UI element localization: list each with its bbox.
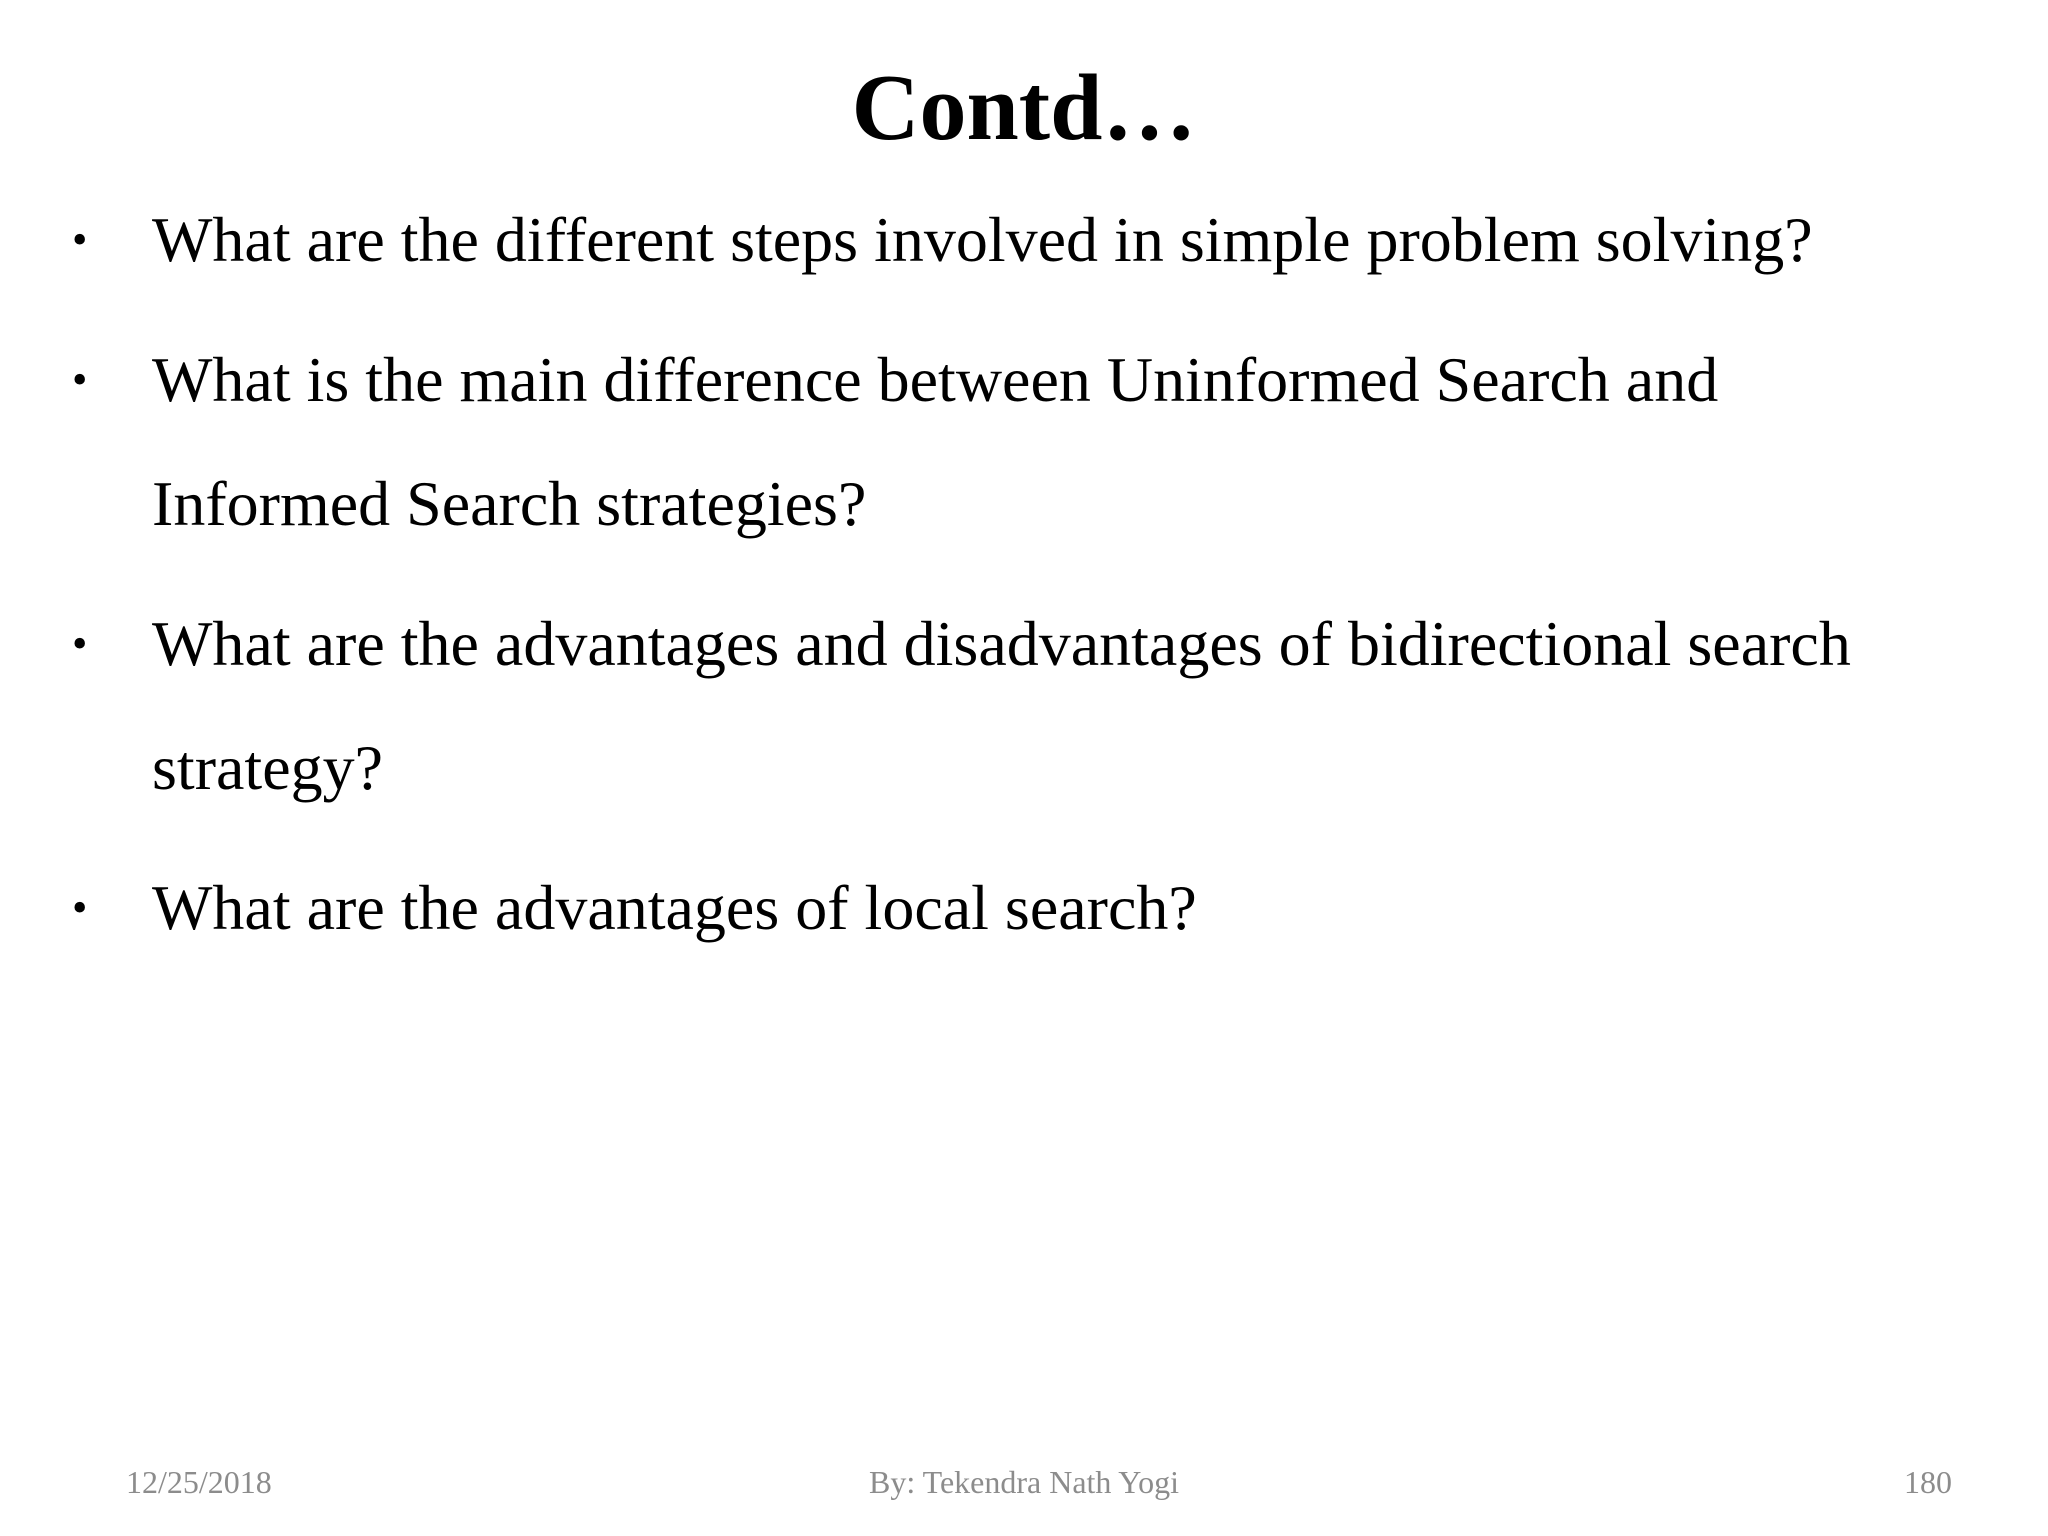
footer-author: By: Tekendra Nath Yogi — [868, 1464, 1180, 1500]
bullet-icon: • — [72, 883, 88, 932]
bullet-icon: • — [72, 355, 88, 404]
bullet-icon: • — [72, 215, 88, 264]
footer-date: 12/25/2018 — [126, 1464, 272, 1500]
question-text: What are the advantages and disadvantages of bidirectional search strategy? — [152, 608, 1851, 803]
bullet-icon: • — [72, 619, 88, 668]
question-text: What is the main difference between Uninformed Search and Informed Search strategies? — [152, 344, 1719, 539]
question-text: What are the advantages of local search? — [152, 872, 1197, 943]
slide-title: Contd… — [851, 56, 1197, 160]
question-text: What are the different steps involved in simple problem solving? — [152, 204, 1813, 275]
page-number: 180 — [1904, 1464, 1952, 1500]
